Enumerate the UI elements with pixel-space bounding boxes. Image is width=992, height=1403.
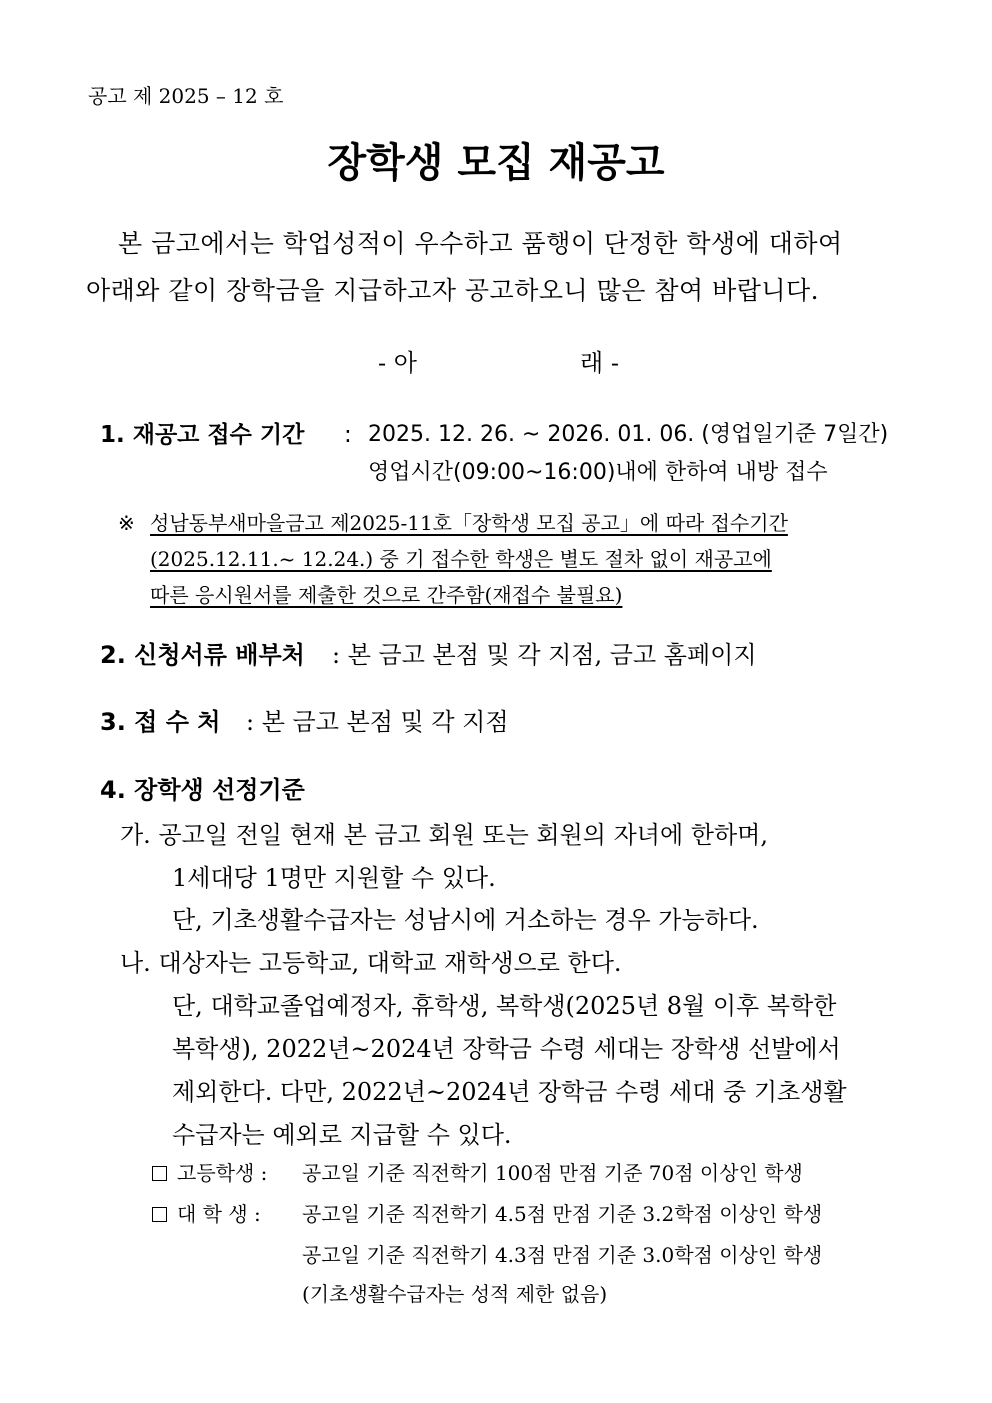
section-2-text: : 본 금고 본점 및 각 지점, 금고 홈페이지 — [332, 641, 757, 669]
section-1-colon: : — [344, 422, 352, 448]
criteria-univ-text-3: (기초생활수급자는 성적 제한 없음) — [302, 1282, 608, 1306]
note-line-1: 성남동부새마을금고 제2025-11호「장학생 모집 공고」에 따라 접수기간 — [150, 511, 788, 535]
intro-line-1: 본 금고에서는 학업성적이 우수하고 품행이 단정한 학생에 대하여 — [118, 229, 843, 258]
checkbox-square-icon — [152, 1207, 167, 1222]
criteria-univ-text-1: 공고일 기준 직전학기 4.5점 만점 기준 3.2학점 이상인 학생 — [302, 1202, 823, 1226]
page-title: 장학생 모집 재공고 — [327, 140, 665, 186]
criteria-university — [152, 1204, 261, 1224]
criterion-na-line-5: 수급자는 예외로 지급할 수 있다. — [172, 1121, 512, 1149]
criterion-ga-line-3: 단, 기초생활수급자는 성남시에 거소하는 경우 가능하다. — [172, 906, 759, 934]
note-line-3: 따른 응시원서를 제출한 것으로 간주함(재접수 불필요) — [150, 583, 623, 607]
section-4-heading: 4. 장학생 선정기준 — [100, 776, 305, 804]
section-3-text: : 본 금고 본점 및 각 지점 — [246, 708, 509, 736]
criterion-na-line-3: 복학생), 2022년~2024년 장학금 수령 세대는 장학생 선발에서 — [172, 1035, 841, 1063]
criteria-high-text: 공고일 기준 직전학기 100점 만점 기준 70점 이상인 학생 — [302, 1161, 803, 1185]
criteria-high-school — [152, 1163, 267, 1183]
criterion-ga-line-1: 가. 공고일 전일 현재 본 금고 회원 또는 회원의 자녀에 한하며, — [120, 821, 768, 849]
note-line-2: (2025.12.11.~ 12.24.) 중 기 접수한 학생은 별도 절차 없이 재공고에 — [150, 547, 772, 571]
section-2-heading: 2. 신청서류 배부처 — [100, 641, 305, 669]
criteria-univ-label: 대 학 생 : — [177, 1202, 261, 1226]
criterion-na-line-4: 제외한다. 다만, 2022년~2024년 장학금 수령 세대 중 기초생활 — [172, 1078, 847, 1106]
separator-left: - 아 — [378, 349, 417, 377]
section-1-period: 2025. 12. 26. ~ 2026. 01. 06. (영업일기준 7일간) — [368, 422, 889, 447]
notice-number: 공고 제 2025 – 12 호 — [88, 84, 284, 108]
criterion-na-line-1: 나. 대상자는 고등학교, 대학교 재학생으로 한다. — [120, 949, 622, 977]
intro-line-2: 아래와 같이 장학금을 지급하고자 공고하오니 많은 참여 바랍니다. — [86, 276, 820, 305]
checkbox-square-icon — [152, 1166, 167, 1181]
section-3-heading: 3. 접 수 처 — [100, 708, 221, 736]
criteria-univ-text-2: 공고일 기준 직전학기 4.3점 만점 기준 3.0학점 이상인 학생 — [302, 1243, 823, 1267]
criterion-ga-line-2: 1세대당 1명만 지원할 수 있다. — [172, 864, 496, 892]
section-1-heading: 1. 재공고 접수 기간 — [100, 422, 305, 448]
criterion-na-line-2: 단, 대학교졸업예정자, 휴학생, 복학생(2025년 8월 이후 복학한 — [172, 992, 837, 1020]
separator-right: 래 - — [580, 349, 619, 377]
section-1-hours: 영업시간(09:00~16:00)내에 한하여 내방 접수 — [368, 460, 828, 485]
criteria-high-label: 고등학생 : — [177, 1161, 268, 1185]
note-mark: ※ — [118, 511, 135, 535]
